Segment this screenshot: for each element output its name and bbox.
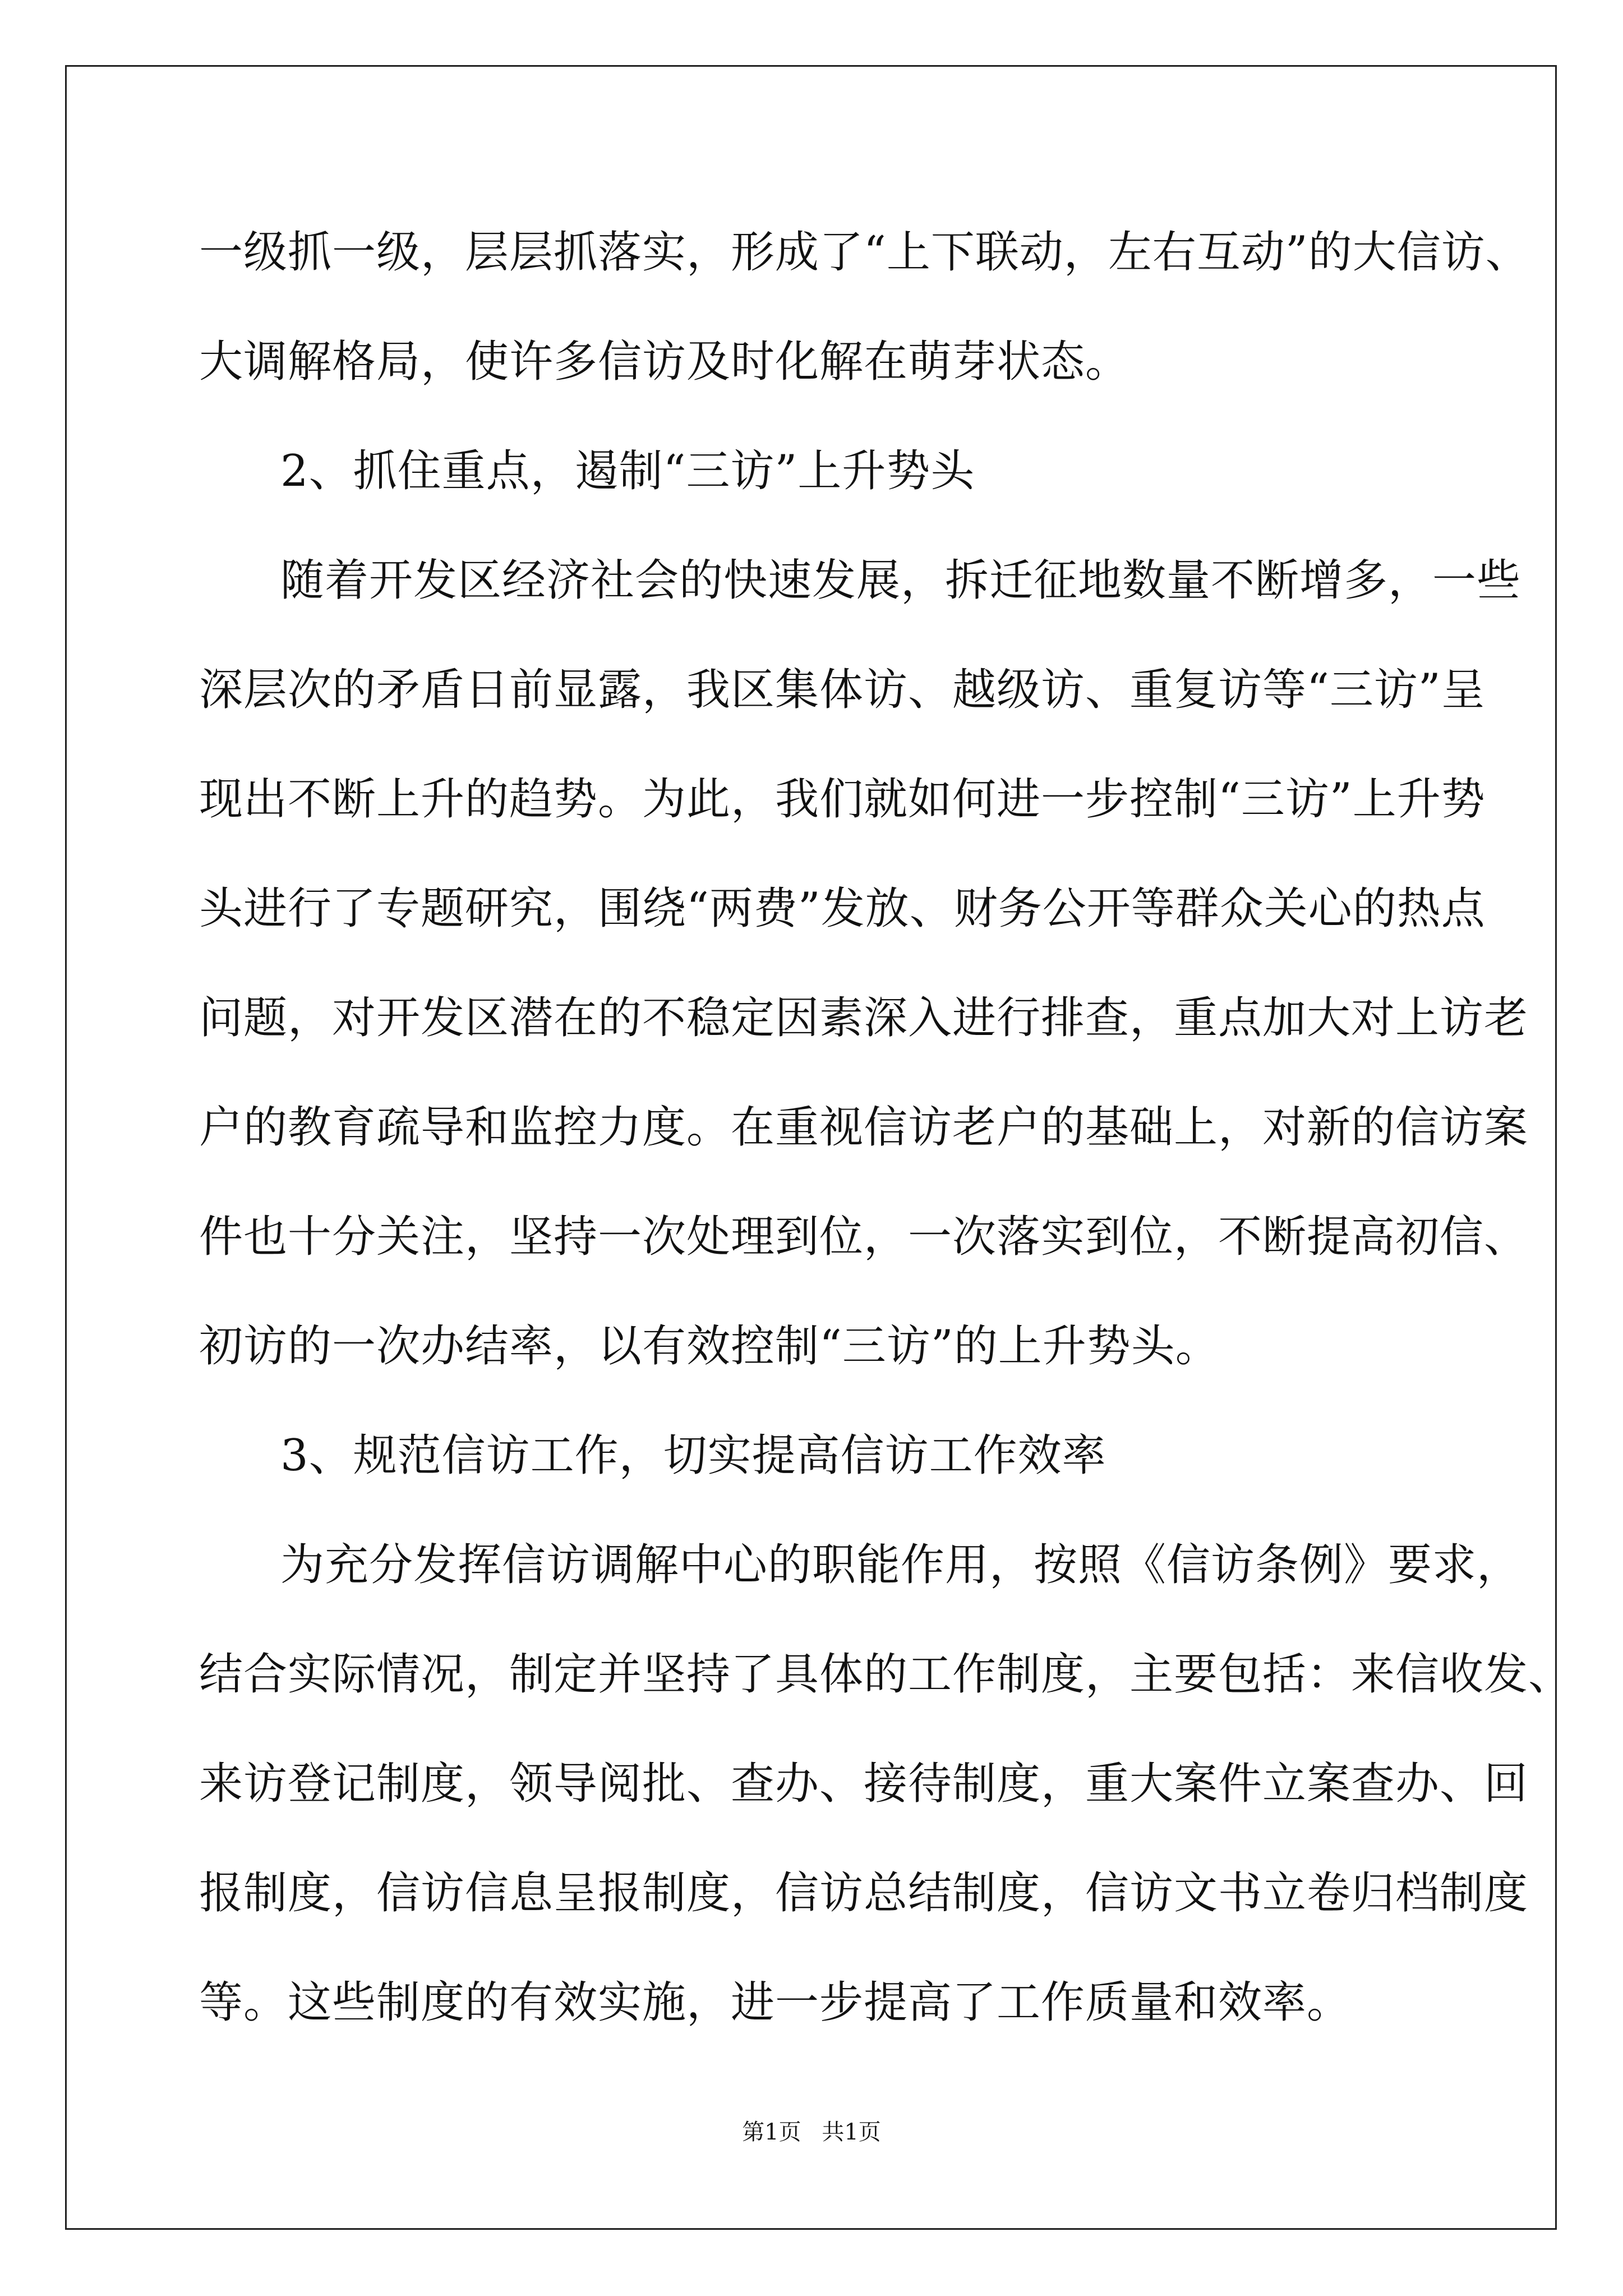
text-line: 大调解格局，使许多信访及时化解在萌芽状态。 [199, 337, 1130, 387]
text-line: 问题，对开发区潜在的不稳定因素深入进行排查，重点加大对上访老 [199, 993, 1529, 1043]
text-line: 户的教育疏导和监控力度。在重视信访老户的基础上，对新的信访案 [199, 1102, 1529, 1153]
section-heading: 3、规范信访工作，切实提高信访工作效率 [280, 1430, 1106, 1481]
text-line: 等。这些制度的有效实施，进一步提高了工作质量和效率。 [199, 1977, 1352, 2028]
text-line: 件也十分关注，坚持一次处理到位，一次落实到位，不断提高初信、 [199, 1212, 1529, 1262]
page-number: 第1页 [742, 2119, 801, 2145]
text-line: 深层次的矛盾日前显露，我区集体访、越级访、重复访等“三访”呈 [199, 665, 1486, 715]
text-line: 报制度，信访信息呈报制度，信访总结制度，信访文书立卷归档制度 [199, 1868, 1529, 1918]
page-footer [0, 2118, 1623, 2146]
text-line: 头进行了专题研究，围绕“两费”发放、财务公开等群众关心的热点 [199, 884, 1486, 934]
text-line: 结合实际情况，制定并坚持了具体的工作制度，主要包括：来信收发、 [199, 1649, 1573, 1700]
text-line: 随着开发区经济社会的快速发展，拆迁征地数量不断增多，一些 [280, 555, 1521, 606]
text-line: 一级抓一级，层层抓落实，形成了“上下联动，左右互动”的大信访、 [199, 227, 1530, 278]
text-line: 现出不断上升的趋势。为此，我们就如何进一步控制“三访”上升势 [199, 774, 1486, 825]
text-line: 来访登记制度，领导阅批、查办、接待制度，重大案件立案查办、回 [199, 1759, 1529, 1809]
section-heading: 2、抓住重点，遏制“三访”上升势头 [280, 446, 975, 496]
text-line: 初访的一次办结率，以有效控制“三访”的上升势头。 [199, 1321, 1220, 1372]
page-total: 共1页 [822, 2119, 881, 2145]
text-line: 为充分发挥信访调解中心的职能作用，按照《信访条例》要求， [280, 1540, 1521, 1590]
